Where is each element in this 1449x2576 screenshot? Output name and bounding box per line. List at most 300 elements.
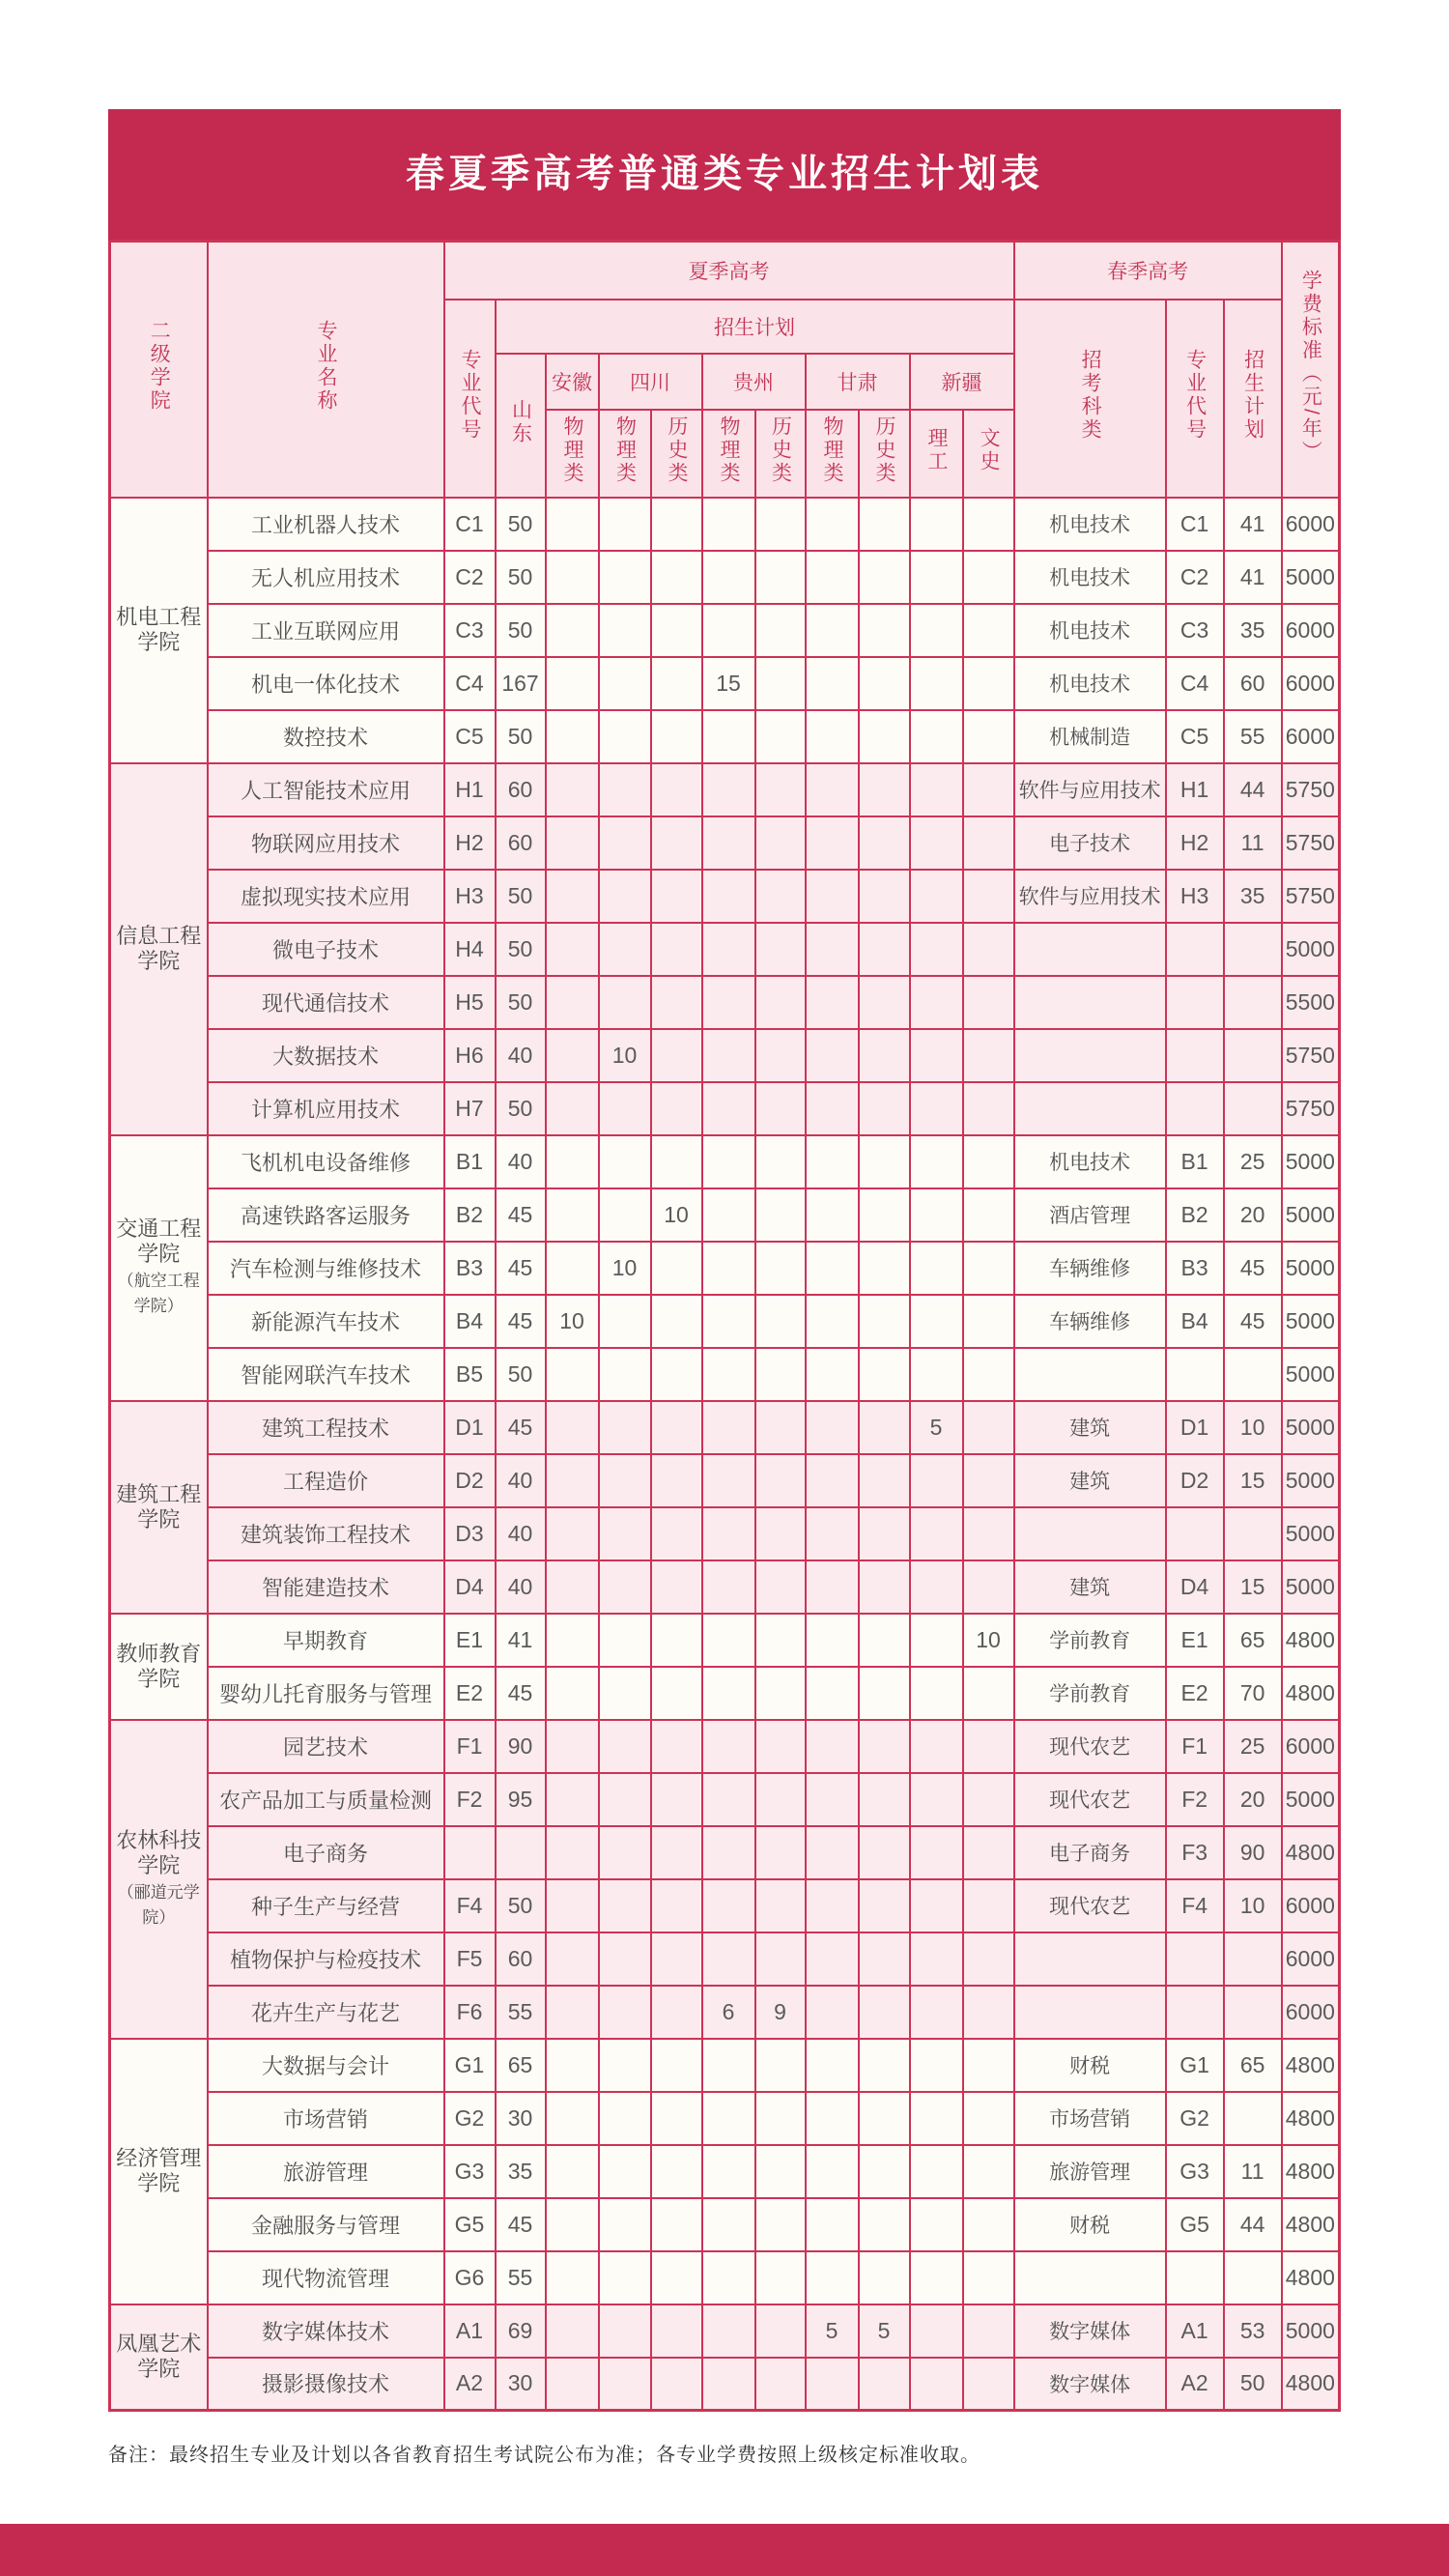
plan-anhui-physics: [546, 1242, 599, 1295]
plan-sichuan-history: [651, 551, 702, 604]
plan-guizhou-history: [755, 763, 806, 816]
spring-code: B2: [1166, 1188, 1224, 1242]
plan-guizhou-history: [755, 816, 806, 870]
spring-category: 机电技术: [1014, 498, 1166, 551]
major-name: 园艺技术: [208, 1720, 444, 1773]
plan-gansu-physics: [806, 2039, 859, 2092]
plan-anhui-physics: [546, 2039, 599, 2092]
plan-gansu-history: [859, 551, 910, 604]
college-name: 信息工程学院: [116, 924, 202, 973]
plan-guizhou-history: [755, 2251, 806, 2304]
summer-code: E2: [444, 1667, 496, 1720]
plan-xinjiang-arts: [963, 1295, 1014, 1348]
table-row: [110, 551, 1340, 604]
plan-xinjiang-sci: 5: [910, 1401, 963, 1454]
plan-gansu-history: [859, 1135, 910, 1188]
plan-gansu-physics: [806, 2251, 859, 2304]
major-name: 摄影摄像技术: [208, 2358, 444, 2411]
table-row: [110, 923, 1340, 976]
major-name: 花卉生产与花艺: [208, 1986, 444, 2039]
tuition: 5000: [1282, 1507, 1340, 1560]
plan-xinjiang-arts: [963, 1560, 1014, 1614]
plan-gansu-history: [859, 1614, 910, 1667]
plan-anhui-physics: [546, 2198, 599, 2251]
tuition: 4800: [1282, 1826, 1340, 1879]
plan-anhui-physics: [546, 870, 599, 923]
plan-guizhou-history: [755, 2145, 806, 2198]
tuition: 4800: [1282, 2092, 1340, 2145]
spring-plan: 15: [1224, 1454, 1282, 1507]
plan-guizhou-history: [755, 1029, 806, 1082]
table-row: [110, 2304, 1340, 2358]
spring-category: 数字媒体: [1014, 2304, 1166, 2358]
plan-guizhou-history: [755, 1348, 806, 1401]
spring-code: F1: [1166, 1720, 1224, 1773]
plan-sichuan-physics: [599, 1135, 651, 1188]
plan-xinjiang-sci: [910, 763, 963, 816]
spring-category: 车辆维修: [1014, 1295, 1166, 1348]
spring-category: [1014, 923, 1166, 976]
spring-category: [1014, 1507, 1166, 1560]
plan-guizhou-history: [755, 1720, 806, 1773]
plan-sichuan-physics: [599, 1507, 651, 1560]
spring-plan: 35: [1224, 870, 1282, 923]
plan-sichuan-history: [651, 498, 702, 551]
major-name: 数控技术: [208, 710, 444, 763]
plan-gansu-history: [859, 710, 910, 763]
spring-code: F3: [1166, 1826, 1224, 1879]
spring-code: B4: [1166, 1295, 1224, 1348]
plan-xinjiang-sci: [910, 1507, 963, 1560]
spring-plan: 65: [1224, 1614, 1282, 1667]
plan-guizhou-history: [755, 976, 806, 1029]
spring-code: [1166, 1507, 1224, 1560]
major-name: 机电一体化技术: [208, 657, 444, 710]
plan-anhui-physics: [546, 1188, 599, 1242]
plan-anhui-physics: [546, 1401, 599, 1454]
spring-category: 机电技术: [1014, 1135, 1166, 1188]
summer-code: D1: [444, 1401, 496, 1454]
major-name: 智能网联汽车技术: [208, 1348, 444, 1401]
plan-sichuan-history: [651, 1879, 702, 1932]
plan-shandong: 40: [496, 1029, 546, 1082]
summer-code: G5: [444, 2198, 496, 2251]
major-name: 植物保护与检疫技术: [208, 1932, 444, 1986]
plan-xinjiang-sci: [910, 1667, 963, 1720]
major-name: 新能源汽车技术: [208, 1295, 444, 1348]
plan-shandong: 90: [496, 1720, 546, 1773]
plan-guizhou-physics: [702, 2145, 755, 2198]
plan-gansu-history: [859, 1348, 910, 1401]
plan-sichuan-history: [651, 1082, 702, 1135]
plan-gansu-history: [859, 1082, 910, 1135]
plan-xinjiang-sci: [910, 2304, 963, 2358]
plan-gansu-physics: [806, 1082, 859, 1135]
spring-code: C3: [1166, 604, 1224, 657]
plan-sichuan-history: [651, 604, 702, 657]
spring-code: G3: [1166, 2145, 1224, 2198]
plan-anhui-physics: [546, 1507, 599, 1560]
plan-shandong: 95: [496, 1773, 546, 1826]
plan-anhui-physics: [546, 1348, 599, 1401]
plan-xinjiang-arts: [963, 1082, 1014, 1135]
plan-shandong: 65: [496, 2039, 546, 2092]
table-header: [110, 242, 1340, 498]
tuition: 5500: [1282, 976, 1340, 1029]
spring-plan: [1224, 923, 1282, 976]
college-cell: [110, 2304, 208, 2411]
plan-anhui-physics: [546, 2358, 599, 2411]
spring-code: F2: [1166, 1773, 1224, 1826]
tuition: 5000: [1282, 1295, 1340, 1348]
plan-anhui-physics: [546, 498, 599, 551]
plan-xinjiang-sci: [910, 710, 963, 763]
plan-shandong: 50: [496, 710, 546, 763]
header-summer-gaokao: 夏季高考: [444, 242, 1014, 300]
plan-gansu-physics: [806, 1188, 859, 1242]
spring-plan: [1224, 1932, 1282, 1986]
table-row: [110, 1826, 1340, 1879]
major-name: 现代通信技术: [208, 976, 444, 1029]
plan-gansu-history: [859, 1242, 910, 1295]
major-name: 农产品加工与质量检测: [208, 1773, 444, 1826]
plan-gansu-physics: [806, 923, 859, 976]
spring-code: E2: [1166, 1667, 1224, 1720]
plan-shandong: 40: [496, 1560, 546, 1614]
plan-sichuan-history: [651, 2092, 702, 2145]
plan-guizhou-physics: [702, 1560, 755, 1614]
spring-category: 电子商务: [1014, 1826, 1166, 1879]
spring-code: B3: [1166, 1242, 1224, 1295]
spring-code: D1: [1166, 1401, 1224, 1454]
plan-xinjiang-sci: [910, 923, 963, 976]
spring-category: 酒店管理: [1014, 1188, 1166, 1242]
table-row: [110, 604, 1340, 657]
plan-guizhou-history: [755, 1082, 806, 1135]
plan-xinjiang-sci: [910, 2198, 963, 2251]
college-cell: [110, 1614, 208, 1720]
table-row: [110, 657, 1340, 710]
plan-sichuan-physics: [599, 2304, 651, 2358]
plan-sichuan-physics: [599, 2145, 651, 2198]
spring-code: [1166, 1082, 1224, 1135]
plan-guizhou-history: [755, 2092, 806, 2145]
header-major: 专业名称: [208, 242, 444, 498]
plan-guizhou-physics: [702, 763, 755, 816]
spring-plan: 25: [1224, 1720, 1282, 1773]
plan-gansu-history: [859, 2092, 910, 2145]
plan-gansu-physics: [806, 710, 859, 763]
plan-sichuan-history: [651, 816, 702, 870]
plan-guizhou-history: [755, 657, 806, 710]
spring-category: 机械制造: [1014, 710, 1166, 763]
enrollment-plan-sheet: [108, 109, 1341, 2467]
spring-code: C4: [1166, 657, 1224, 710]
summer-code: C4: [444, 657, 496, 710]
major-name: 计算机应用技术: [208, 1082, 444, 1135]
header-guizhou-physics: 物理类: [702, 410, 755, 498]
plan-xinjiang-sci: [910, 2358, 963, 2411]
plan-sichuan-physics: [599, 1454, 651, 1507]
major-name: 现代物流管理: [208, 2251, 444, 2304]
tuition: 4800: [1282, 2251, 1340, 2304]
plan-gansu-physics: [806, 816, 859, 870]
plan-xinjiang-arts: [963, 1029, 1014, 1082]
plan-shandong: 35: [496, 2145, 546, 2198]
plan-xinjiang-arts: [963, 1242, 1014, 1295]
plan-shandong: 50: [496, 551, 546, 604]
plan-guizhou-physics: [702, 2198, 755, 2251]
spring-code: H1: [1166, 763, 1224, 816]
plan-anhui-physics: [546, 1826, 599, 1879]
plan-guizhou-history: [755, 710, 806, 763]
table-row: [110, 763, 1340, 816]
spring-category: [1014, 1932, 1166, 1986]
plan-guizhou-physics: [702, 1348, 755, 1401]
spring-category: 建筑: [1014, 1560, 1166, 1614]
spring-plan: 15: [1224, 1560, 1282, 1614]
header-summer-code: 专业代号: [444, 300, 496, 498]
tuition: 4800: [1282, 2198, 1340, 2251]
spring-plan: 45: [1224, 1242, 1282, 1295]
plan-xinjiang-arts: [963, 498, 1014, 551]
plan-guizhou-history: [755, 498, 806, 551]
spring-category: 软件与应用技术: [1014, 763, 1166, 816]
plan-anhui-physics: [546, 1614, 599, 1667]
summer-code: F1: [444, 1720, 496, 1773]
plan-sichuan-physics: [599, 2198, 651, 2251]
plan-gansu-physics: [806, 2358, 859, 2411]
major-name: 数字媒体技术: [208, 2304, 444, 2358]
spring-category: [1014, 1348, 1166, 1401]
plan-sichuan-physics: [599, 1879, 651, 1932]
plan-sichuan-physics: [599, 816, 651, 870]
summer-code: [444, 1826, 496, 1879]
plan-sichuan-physics: [599, 870, 651, 923]
table-row: [110, 498, 1340, 551]
college-name: 农林科技学院: [116, 1827, 202, 1877]
enrollment-plan-table: [108, 240, 1341, 2412]
plan-sichuan-history: [651, 1560, 702, 1614]
plan-anhui-physics: [546, 1986, 599, 2039]
plan-sichuan-history: [651, 870, 702, 923]
spring-plan: 50: [1224, 2358, 1282, 2411]
table-row: [110, 1188, 1340, 1242]
plan-gansu-history: [859, 1720, 910, 1773]
spring-plan: 70: [1224, 1667, 1282, 1720]
major-name: 旅游管理: [208, 2145, 444, 2198]
plan-guizhou-physics: [702, 1932, 755, 1986]
plan-sichuan-physics: [599, 710, 651, 763]
plan-guizhou-history: [755, 1932, 806, 1986]
plan-sichuan-history: [651, 1029, 702, 1082]
plan-sichuan-physics: [599, 1614, 651, 1667]
college-name: 交通工程学院: [116, 1216, 202, 1266]
summer-code: H3: [444, 870, 496, 923]
spring-category: 市场营销: [1014, 2092, 1166, 2145]
plan-sichuan-physics: [599, 1826, 651, 1879]
plan-sichuan-history: [651, 1932, 702, 1986]
major-name: 微电子技术: [208, 923, 444, 976]
tuition: 5750: [1282, 763, 1340, 816]
plan-xinjiang-arts: [963, 763, 1014, 816]
major-name: 工业机器人技术: [208, 498, 444, 551]
college-name: 建筑工程学院: [116, 1481, 202, 1531]
spring-plan: 90: [1224, 1826, 1282, 1879]
table-row: [110, 1879, 1340, 1932]
spring-category: 现代农艺: [1014, 1773, 1166, 1826]
plan-gansu-history: [859, 1454, 910, 1507]
plan-xinjiang-sci: [910, 2092, 963, 2145]
plan-shandong: 45: [496, 1667, 546, 1720]
plan-xinjiang-sci: [910, 870, 963, 923]
plan-xinjiang-sci: [910, 1879, 963, 1932]
plan-guizhou-history: [755, 1826, 806, 1879]
plan-guizhou-physics: [702, 2251, 755, 2304]
spring-plan: 44: [1224, 763, 1282, 816]
plan-guizhou-physics: [702, 2358, 755, 2411]
plan-sichuan-history: [651, 1401, 702, 1454]
plan-xinjiang-sci: [910, 1029, 963, 1082]
summer-code: C1: [444, 498, 496, 551]
table-row: [110, 1560, 1340, 1614]
plan-anhui-physics: [546, 604, 599, 657]
summer-code: D3: [444, 1507, 496, 1560]
plan-xinjiang-arts: [963, 2198, 1014, 2251]
plan-gansu-history: [859, 604, 910, 657]
spring-code: G5: [1166, 2198, 1224, 2251]
tuition: 6000: [1282, 604, 1340, 657]
plan-shandong: 40: [496, 1135, 546, 1188]
plan-gansu-physics: [806, 1614, 859, 1667]
plan-gansu-physics: [806, 1986, 859, 2039]
tuition: 5750: [1282, 1082, 1340, 1135]
plan-xinjiang-sci: [910, 976, 963, 1029]
plan-gansu-history: [859, 923, 910, 976]
plan-sichuan-physics: 10: [599, 1029, 651, 1082]
plan-sichuan-physics: [599, 2358, 651, 2411]
spring-code: C2: [1166, 551, 1224, 604]
spring-code: [1166, 2251, 1224, 2304]
plan-shandong: 69: [496, 2304, 546, 2358]
plan-gansu-physics: [806, 1507, 859, 1560]
spring-category: 建筑: [1014, 1401, 1166, 1454]
summer-code: B5: [444, 1348, 496, 1401]
plan-xinjiang-arts: [963, 2251, 1014, 2304]
tuition: 6000: [1282, 1720, 1340, 1773]
plan-shandong: 50: [496, 604, 546, 657]
plan-shandong: 60: [496, 816, 546, 870]
plan-xinjiang-sci: [910, 657, 963, 710]
table-row: [110, 1614, 1340, 1667]
plan-anhui-physics: [546, 2304, 599, 2358]
plan-gansu-physics: [806, 2198, 859, 2251]
header-anhui-physics: 物理类: [546, 410, 599, 498]
plan-guizhou-history: [755, 2358, 806, 2411]
plan-gansu-physics: [806, 2092, 859, 2145]
table-row: [110, 2198, 1340, 2251]
plan-guizhou-physics: [702, 710, 755, 763]
spring-plan: 60: [1224, 657, 1282, 710]
plan-gansu-history: [859, 870, 910, 923]
table-row: [110, 1401, 1340, 1454]
header-shandong: 山东: [496, 354, 546, 498]
table-body: [110, 498, 1340, 2411]
summer-code: F4: [444, 1879, 496, 1932]
major-name: 无人机应用技术: [208, 551, 444, 604]
spring-category: [1014, 2251, 1166, 2304]
plan-guizhou-physics: [702, 1454, 755, 1507]
plan-sichuan-history: [651, 763, 702, 816]
plan-shandong: 50: [496, 923, 546, 976]
spring-plan: [1224, 2092, 1282, 2145]
plan-xinjiang-arts: [963, 1879, 1014, 1932]
spring-plan: 11: [1224, 2145, 1282, 2198]
plan-gansu-history: [859, 1560, 910, 1614]
plan-sichuan-history: [651, 2304, 702, 2358]
plan-xinjiang-arts: [963, 2092, 1014, 2145]
spring-plan: 11: [1224, 816, 1282, 870]
major-name: 物联网应用技术: [208, 816, 444, 870]
table-row: [110, 1667, 1340, 1720]
plan-shandong: 50: [496, 1348, 546, 1401]
spring-code: H2: [1166, 816, 1224, 870]
major-name: 汽车检测与维修技术: [208, 1242, 444, 1295]
plan-gansu-physics: [806, 1295, 859, 1348]
college-cell: [110, 763, 208, 1135]
tuition: 5000: [1282, 1773, 1340, 1826]
table-row: [110, 2251, 1340, 2304]
plan-gansu-physics: 5: [806, 2304, 859, 2358]
plan-gansu-history: [859, 2358, 910, 2411]
plan-sichuan-physics: [599, 498, 651, 551]
header-spring-gaokao: 春季高考: [1014, 242, 1282, 300]
plan-gansu-physics: [806, 1667, 859, 1720]
plan-gansu-physics: [806, 763, 859, 816]
spring-category: 机电技术: [1014, 657, 1166, 710]
plan-sichuan-physics: [599, 923, 651, 976]
spring-code: [1166, 976, 1224, 1029]
spring-category: 财税: [1014, 2198, 1166, 2251]
plan-guizhou-history: [755, 1773, 806, 1826]
plan-guizhou-history: [755, 1135, 806, 1188]
spring-plan: 35: [1224, 604, 1282, 657]
plan-anhui-physics: [546, 1667, 599, 1720]
plan-anhui-physics: [546, 923, 599, 976]
spring-category: 软件与应用技术: [1014, 870, 1166, 923]
summer-code: G1: [444, 2039, 496, 2092]
spring-category: 机电技术: [1014, 551, 1166, 604]
plan-guizhou-history: [755, 1667, 806, 1720]
plan-gansu-history: [859, 1879, 910, 1932]
plan-anhui-physics: [546, 1560, 599, 1614]
plan-guizhou-physics: [702, 1082, 755, 1135]
plan-xinjiang-sci: [910, 604, 963, 657]
spring-category: 旅游管理: [1014, 2145, 1166, 2198]
header-sichuan-history: 历史类: [651, 410, 702, 498]
plan-sichuan-physics: [599, 2039, 651, 2092]
plan-shandong: 41: [496, 1614, 546, 1667]
summer-code: A2: [444, 2358, 496, 2411]
plan-gansu-history: [859, 1507, 910, 1560]
spring-plan: 20: [1224, 1188, 1282, 1242]
major-name: 大数据与会计: [208, 2039, 444, 2092]
plan-gansu-physics: [806, 551, 859, 604]
plan-anhui-physics: [546, 551, 599, 604]
plan-sichuan-physics: [599, 1401, 651, 1454]
plan-xinjiang-arts: [963, 2039, 1014, 2092]
plan-guizhou-physics: [702, 1826, 755, 1879]
